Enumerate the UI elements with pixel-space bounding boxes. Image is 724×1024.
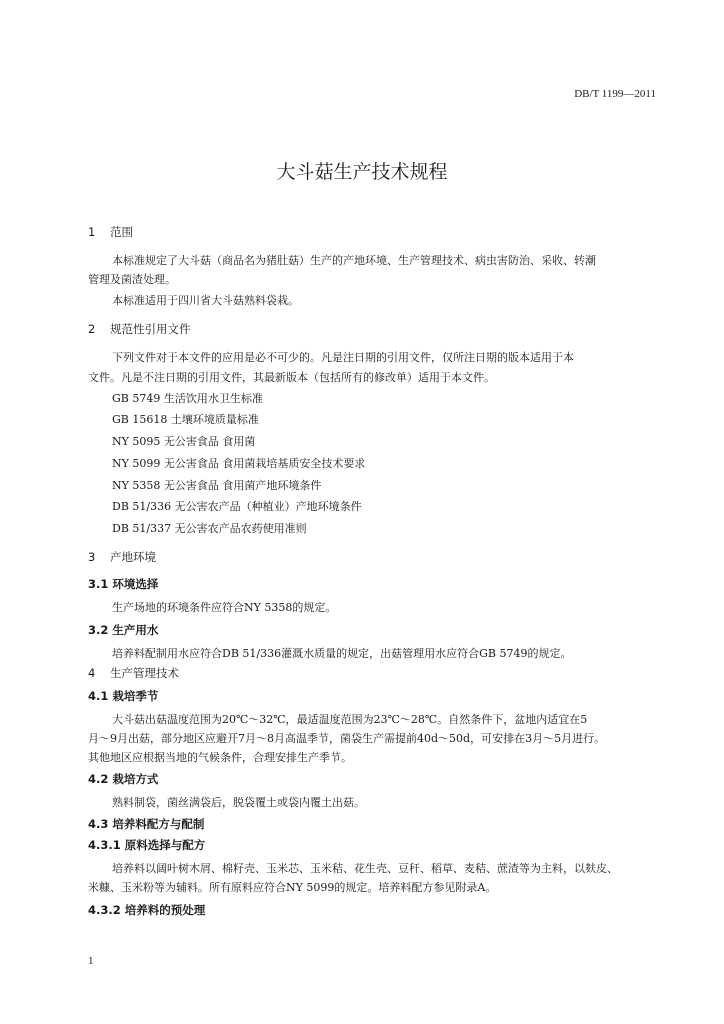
reference-item: DB 51/337 无公害农产品农药使用准则: [112, 522, 307, 535]
paragraph: 本标准规定了大斗菇（商品名为猪肚菇）生产的产地环境、生产管理技术、病虫害防治、采收、转潮: [112, 254, 596, 267]
reference-item: NY 5358 无公害食品 食用菌产地环境条件: [112, 479, 322, 492]
paragraph: 管理及菌渣处理。: [88, 273, 176, 286]
reference-item: DB 51/336 无公害农产品（种植业）产地环境条件: [112, 500, 362, 513]
reference-item: GB 5749 生活饮用水卫生标准: [112, 392, 263, 405]
paragraph: 月～9月出菇，部分地区应避开7月～8月高温季节，菌袋生产需提前40d～50d，可安排在3月～5月进行。: [88, 732, 606, 745]
document-title: 大斗菇生产技术规程: [276, 161, 448, 183]
section-number: 3: [88, 550, 96, 564]
section-number: 2: [88, 322, 96, 336]
paragraph: 大斗菇出菇温度范围为20℃～32℃，最适温度范围为23℃～28℃。自然条件下，盆地内适宜在5: [112, 713, 588, 726]
section-title: 产地环境: [110, 550, 156, 564]
paragraph: 生产场地的环境条件应符合NY 5358的规定。: [112, 601, 337, 614]
section-number: 4: [88, 666, 96, 680]
paragraph: 文件。凡是不注日期的引用文件，其最新版本（包括所有的修改单）适用于本文件。: [88, 371, 495, 384]
section-title: 生产管理技术: [110, 666, 179, 680]
paragraph: 下列文件对于本文件的应用是必不可少的。凡是注日期的引用文件，仅所注日期的版本适用于本: [112, 351, 574, 364]
reference-item: GB 15618 土壤环境质量标准: [112, 413, 259, 426]
paragraph: 本标准适用于四川省大斗菇熟料袋栽。: [112, 294, 299, 307]
section-1-heading: [88, 224, 133, 240]
section-title: 范围: [110, 225, 133, 239]
subsubsection-heading: 4.3.2 培养料的预处理: [88, 903, 206, 917]
subsubsection-heading: 4.3.1 原料选择与配方: [88, 838, 206, 852]
subsection-heading: 3.2 生产用水: [88, 623, 159, 637]
subsection-heading: 4.1 栽培季节: [88, 689, 159, 703]
reference-item: NY 5099 无公害食品 食用菌栽培基质安全技术要求: [112, 457, 366, 470]
section-3-heading: [88, 549, 156, 565]
paragraph: 培养料以阔叶树木屑、棉籽壳、玉米芯、玉米秸、花生壳、豆秆、稻草、麦秸、蔗渣等为主料，以麸皮、: [112, 862, 618, 875]
section-title: 规范性引用文件: [110, 322, 191, 336]
paragraph: 米糠、玉米粉等为辅料。所有原料应符合NY 5099的规定。培养料配方参见附录A。: [88, 881, 497, 894]
subsection-heading: 4.3 培养料配方与配制: [88, 817, 205, 831]
paragraph: 其他地区应根据当地的气候条件，合理安排生产季节。: [88, 751, 352, 764]
subsection-heading: 4.2 栽培方式: [88, 772, 159, 786]
page-number: 1: [88, 955, 94, 967]
section-2-heading: [88, 321, 191, 337]
paragraph: 熟料制袋，菌丝满袋后，脱袋覆土或袋内覆土出菇。: [112, 796, 365, 809]
section-4-heading: [88, 665, 179, 681]
standard-code: DB/T 1199—2011: [574, 88, 656, 100]
subsection-heading: 3.1 环境选择: [88, 577, 159, 591]
reference-item: NY 5095 无公害食品 食用菌: [112, 435, 256, 448]
paragraph: 培养料配制用水应符合DB 51/336灌溉水质量的规定，出菇管理用水应符合GB 5749的规定。: [112, 647, 572, 660]
section-number: 1: [88, 225, 96, 239]
